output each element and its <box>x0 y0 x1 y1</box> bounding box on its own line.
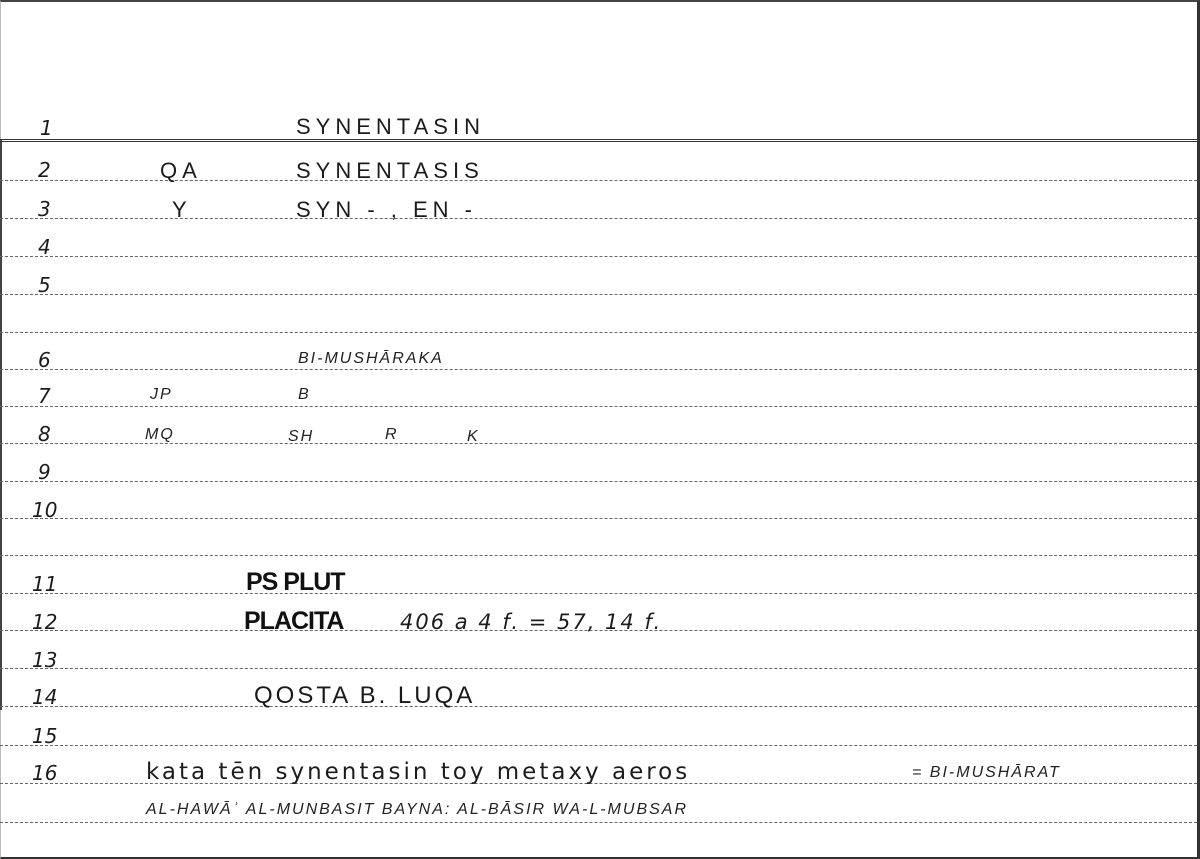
line-number: 8 <box>38 422 51 446</box>
arabic-translation: = BI-MUSHĀRAT <box>912 764 1061 781</box>
entry-code: MQ <box>145 426 175 443</box>
entry-term: SYNENTASIN <box>296 114 485 139</box>
ruled-line <box>0 443 1197 444</box>
source-stamp: PS PLUT <box>246 568 345 596</box>
line-number: 4 <box>38 235 51 259</box>
ruled-line <box>0 555 1197 556</box>
ruled-line <box>0 332 1197 333</box>
line-number: 14 <box>32 685 58 709</box>
ruled-line <box>0 668 1197 669</box>
line-number: 6 <box>38 348 51 372</box>
root-letter: R <box>385 426 399 443</box>
ruled-line <box>0 593 1197 594</box>
ruled-line <box>0 481 1197 482</box>
line-number: 15 <box>32 724 58 748</box>
root-letter: SH <box>288 428 315 445</box>
source-stamp: PLACITA <box>244 607 344 635</box>
entry-term: SYN - , EN - <box>296 197 478 222</box>
line-number: 11 <box>32 572 58 596</box>
line-number: 3 <box>38 197 51 221</box>
entry-code: QA <box>160 158 202 183</box>
entry-term: SYNENTASIS <box>296 158 484 183</box>
line-number: 16 <box>32 761 58 785</box>
line-number: 9 <box>38 460 51 484</box>
translator-name: QOSTA B. LUQA <box>254 682 476 709</box>
line-number: 13 <box>32 648 58 672</box>
arabic-translation-continued: AL-HAWĀʾ AL-MUNBASIT BAYNA: AL-BĀSIR WA-L-MUBSAR <box>146 801 689 818</box>
entry-code: JP <box>150 386 173 403</box>
ruled-line <box>0 518 1197 519</box>
entry-code: Y <box>172 197 192 222</box>
entry-term: B <box>298 386 311 403</box>
ruled-line <box>0 369 1197 370</box>
line-number: 1 <box>40 116 53 140</box>
root-letter: K <box>467 428 480 445</box>
arabic-transliteration: BI-MUSHĀRAKA <box>298 350 444 367</box>
line-number: 10 <box>32 498 58 522</box>
ruled-line <box>0 822 1197 823</box>
greek-quotation: kata tēn synentasin toy metaxy aeros <box>146 759 691 785</box>
ruled-line <box>0 139 1197 142</box>
line-number: 12 <box>32 610 58 634</box>
source-reference: 406 a 4 f. = 57, 14 f. <box>400 610 663 634</box>
left-margin-line <box>0 140 2 710</box>
line-number: 7 <box>38 384 51 408</box>
ruled-line <box>0 406 1197 407</box>
ruled-line <box>0 745 1197 746</box>
ruled-line <box>0 294 1197 295</box>
line-number: 5 <box>38 273 51 297</box>
line-number: 2 <box>38 158 51 182</box>
ruled-line <box>0 706 1197 707</box>
ruled-line <box>0 256 1197 257</box>
